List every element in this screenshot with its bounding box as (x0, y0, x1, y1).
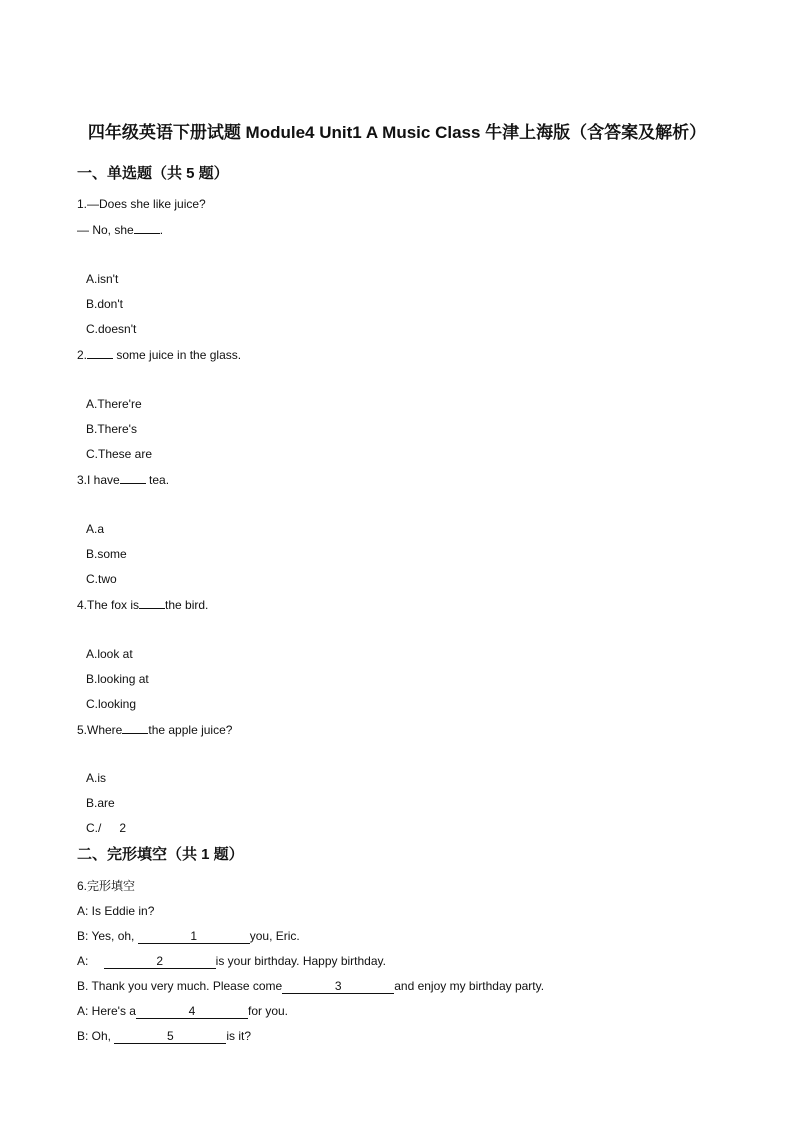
question-3-blank (120, 471, 146, 484)
question-2-option-c: C.These are (86, 447, 153, 461)
question-5-stem (77, 721, 232, 738)
question-4-option-b: B.looking at (86, 672, 149, 686)
cloze-line-5 (77, 1003, 288, 1019)
section-heading-single-choice: 一、单选题（共 5 题） (77, 165, 229, 182)
question-1-blank (134, 221, 160, 234)
question-2-number: 2. (77, 348, 88, 362)
question-5-option-b: B.are (86, 796, 115, 810)
question-1-stem: 1.—Does she like juice? (77, 197, 206, 211)
question-3-text: tea. (145, 473, 170, 487)
cloze-line-3-suffix: is your birthday. Happy birthday. (215, 954, 386, 968)
cloze-blank-4-number: 4 (188, 1004, 196, 1018)
cloze-line-3 (77, 953, 386, 969)
cloze-line-2-prefix: B: Yes, oh, (77, 929, 138, 943)
section-heading-cloze: 二、完形填空（共 1 题） (77, 846, 244, 863)
cloze-blank-2 (104, 954, 216, 969)
question-5-blank (122, 721, 148, 734)
question-1-tail: . (159, 223, 164, 237)
question-2-blank (87, 346, 113, 359)
question-4-stem (77, 596, 208, 613)
question-6-title: 6.完形填空 (77, 879, 136, 893)
question-1-answer-prefix: — No, she (77, 223, 134, 237)
cloze-blank-1-number: 1 (190, 929, 198, 943)
cloze-blank-3 (282, 979, 394, 994)
question-5-prefix: 5.Where (77, 723, 123, 737)
question-2-option-a: A.There're (86, 397, 142, 411)
cloze-blank-2-number: 2 (156, 954, 164, 968)
page-title: 四年级英语下册试题 Module4 Unit1 A Music Class 牛津上海版（含答案及解析） (87, 123, 707, 142)
question-4-blank (139, 596, 165, 609)
question-4-option-c: C.looking (86, 697, 137, 711)
question-1-option-a: A.isn't (86, 272, 119, 286)
cloze-line-4 (77, 978, 544, 994)
question-5-option-a: A.is (86, 771, 107, 785)
question-5-option-c (86, 820, 126, 836)
question-4-option-a: A.look at (86, 647, 133, 661)
question-5-option-c-label: C./ (86, 821, 102, 835)
page-number: 2 (119, 821, 127, 835)
question-2-text: some juice in the glass. (113, 348, 242, 362)
cloze-line-6-prefix: B: Oh, (77, 1029, 115, 1043)
cloze-line-3-prefix: A: (77, 954, 92, 968)
question-1-option-b: B.don't (86, 297, 123, 311)
cloze-line-6-suffix: is it? (226, 1029, 252, 1043)
cloze-line-6 (77, 1028, 251, 1044)
cloze-line-5-suffix: for you. (247, 1004, 289, 1018)
question-3-stem (77, 471, 169, 488)
question-2-stem (77, 346, 241, 363)
question-4-text: the bird. (165, 598, 209, 612)
question-3-option-a: A.a (86, 522, 105, 536)
question-3-option-c: C.two (86, 572, 117, 586)
cloze-blank-1 (138, 929, 250, 944)
question-5-text: the apple juice? (148, 723, 233, 737)
question-4-prefix: 4.The fox is (77, 598, 140, 612)
question-2-option-b: B.There's (86, 422, 137, 436)
cloze-blank-4 (136, 1004, 248, 1019)
cloze-blank-3-number: 3 (334, 979, 342, 993)
question-3-option-b: B.some (86, 547, 127, 561)
cloze-line-1: A: Is Eddie in? (77, 904, 155, 918)
question-1-answer-line (77, 221, 163, 238)
cloze-line-4-prefix: B. Thank you very much. Please come (77, 979, 283, 993)
question-3-prefix: 3.I have (77, 473, 120, 487)
cloze-line-4-suffix: and enjoy my birthday party. (394, 979, 545, 993)
cloze-line-2 (77, 928, 300, 944)
cloze-line-2-suffix: you, Eric. (249, 929, 300, 943)
cloze-blank-5 (114, 1029, 226, 1044)
cloze-line-5-prefix: A: Here's a (77, 1004, 136, 1018)
question-1-option-c: C.doesn't (86, 322, 137, 336)
cloze-blank-5-number: 5 (167, 1029, 174, 1043)
